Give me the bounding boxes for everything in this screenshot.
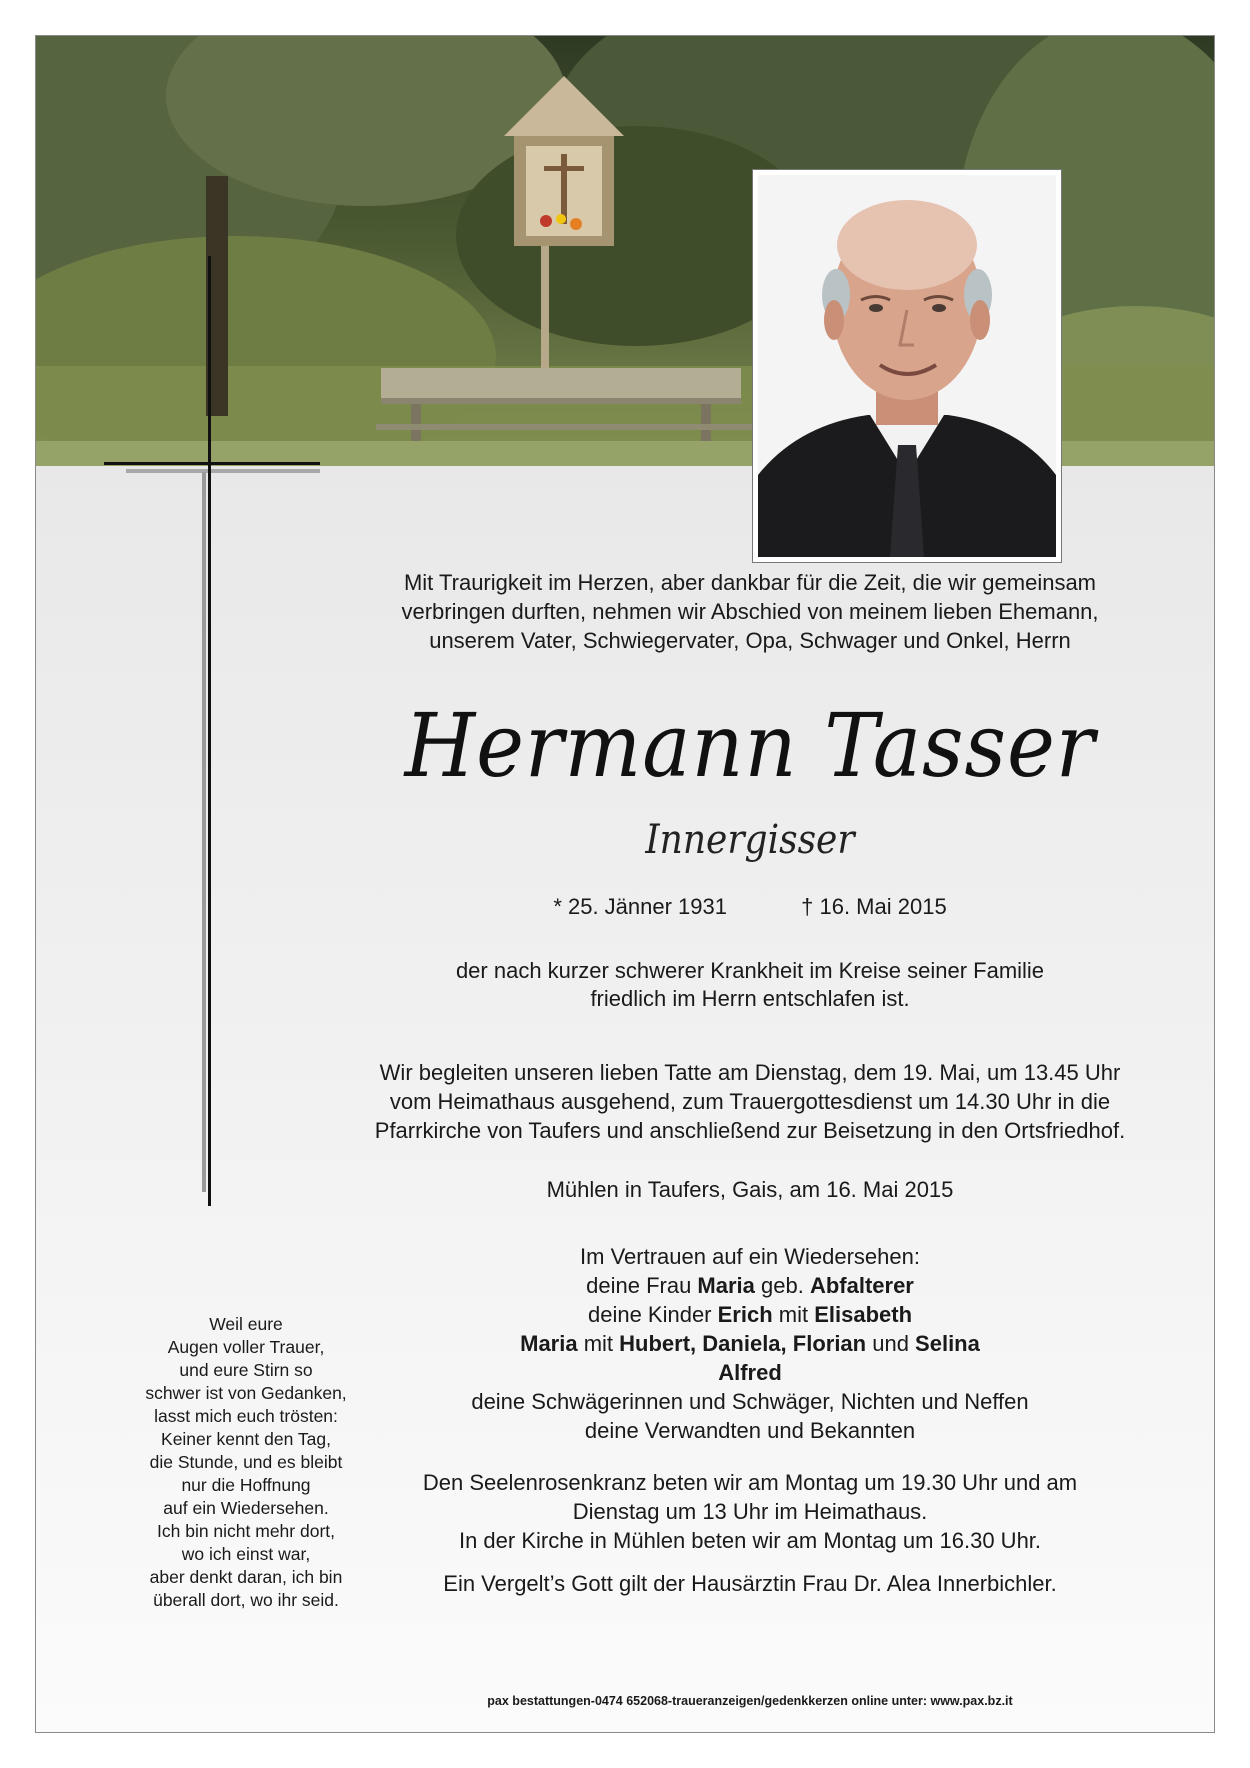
- thanks-text: Ein Vergelt’s Gott gilt der Hausärztin Frau Dr. Alea Innerbichler.: [443, 1571, 1057, 1596]
- poem-line: Ich bin nicht mehr dort,: [157, 1521, 335, 1541]
- cross-shadow-horizontal: [126, 469, 320, 473]
- poem-line: lasst mich euch trösten:: [154, 1406, 338, 1426]
- deceased-name: Hermann Tasser: [404, 694, 1096, 797]
- poem-line: Weil eure: [209, 1314, 283, 1334]
- mourner-line: Maria mit Hubert, Daniela, Florian und Selina: [520, 1331, 980, 1356]
- poem-line: auf ein Wiedersehen.: [163, 1498, 329, 1518]
- poem: [126, 1313, 366, 1612]
- intro-text: [350, 568, 1150, 655]
- poem-line: schwer ist von Gedanken,: [145, 1383, 347, 1403]
- poem-line: Keiner kennt den Tag,: [161, 1429, 331, 1449]
- poem-line: und eure Stirn so: [179, 1360, 313, 1380]
- mourner-line: deine Verwandten und Bekannten: [584, 1418, 916, 1443]
- cross-shadow-vertical: [202, 472, 206, 1192]
- portrait-photo: [752, 169, 1062, 563]
- poem-line: aber denkt daran, ich bin: [149, 1567, 343, 1587]
- footer-credit: pax bestattungen-0474 652068-traueranzeigen/gedenkkerzen online unter: www.pax.bz.it: [487, 1694, 1013, 1708]
- poem-line: überall dort, wo ihr seid.: [153, 1590, 339, 1610]
- passing-text: [350, 957, 1150, 1013]
- mourners-heading: Im Vertrauen auf ein Wiedersehen:: [580, 1244, 920, 1269]
- cross-crossbar: [104, 462, 320, 465]
- intro-line: unserem Vater, Schwiegervater, Opa, Schwager und Onkel, Herrn: [429, 628, 1071, 653]
- death-date: † 16. Mai 2015: [801, 894, 947, 919]
- intro-line: Mit Traurigkeit im Herzen, aber dankbar für die Zeit, die wir gemeinsam: [403, 570, 1097, 595]
- passing-line: der nach kurzer schwerer Krankheit im Kreise seiner Familie: [455, 958, 1045, 983]
- funeral-text: [340, 1058, 1160, 1145]
- passing-line: friedlich im Herrn entschlafen ist.: [590, 986, 910, 1011]
- poem-line: nur die Hoffnung: [181, 1475, 311, 1495]
- funeral-line: Wir begleiten unseren lieben Tatte am Dienstag, dem 19. Mai, um 13.45 Uhr: [379, 1060, 1121, 1085]
- birth-date: * 25. Jänner 1931: [553, 894, 728, 919]
- rosary-line: In der Kirche in Mühlen beten wir am Montag um 16.30 Uhr.: [458, 1528, 1042, 1553]
- funeral-line: Pfarrkirche von Taufers und anschließend zur Beisetzung in den Ortsfriedhof.: [374, 1118, 1126, 1143]
- poem-line: wo ich einst war,: [181, 1544, 311, 1564]
- place-date: Mühlen in Taufers, Gais, am 16. Mai 2015: [546, 1177, 954, 1202]
- funeral-line: vom Heimathaus ausgehend, zum Trauergottesdienst um 14.30 Uhr in die: [389, 1089, 1111, 1114]
- poem-line: Augen voller Trauer,: [167, 1337, 325, 1357]
- life-dates: [350, 893, 1150, 921]
- mourners-list: [350, 1242, 1150, 1445]
- rosary-line: Dienstag um 13 Uhr im Heimathaus.: [572, 1499, 928, 1524]
- mourner-line: deine Kinder Erich mit Elisabeth: [587, 1302, 913, 1327]
- poem-line: die Stunde, und es bleibt: [149, 1452, 343, 1472]
- mourner-line: deine Schwägerinnen und Schwäger, Nichten und Neffen: [471, 1389, 1029, 1414]
- mourner-line: Alfred: [718, 1360, 782, 1385]
- farm-name: Innergisser: [645, 817, 855, 863]
- rosary-line: Den Seelenrosenkranz beten wir am Montag um 19.30 Uhr und am: [422, 1470, 1078, 1495]
- rosary-text: [350, 1468, 1150, 1555]
- mourner-line: deine Frau Maria geb. Abfalterer: [586, 1273, 914, 1298]
- cross-icon: [208, 256, 211, 1206]
- intro-line: verbringen durften, nehmen wir Abschied von meinem lieben Ehemann,: [401, 599, 1099, 624]
